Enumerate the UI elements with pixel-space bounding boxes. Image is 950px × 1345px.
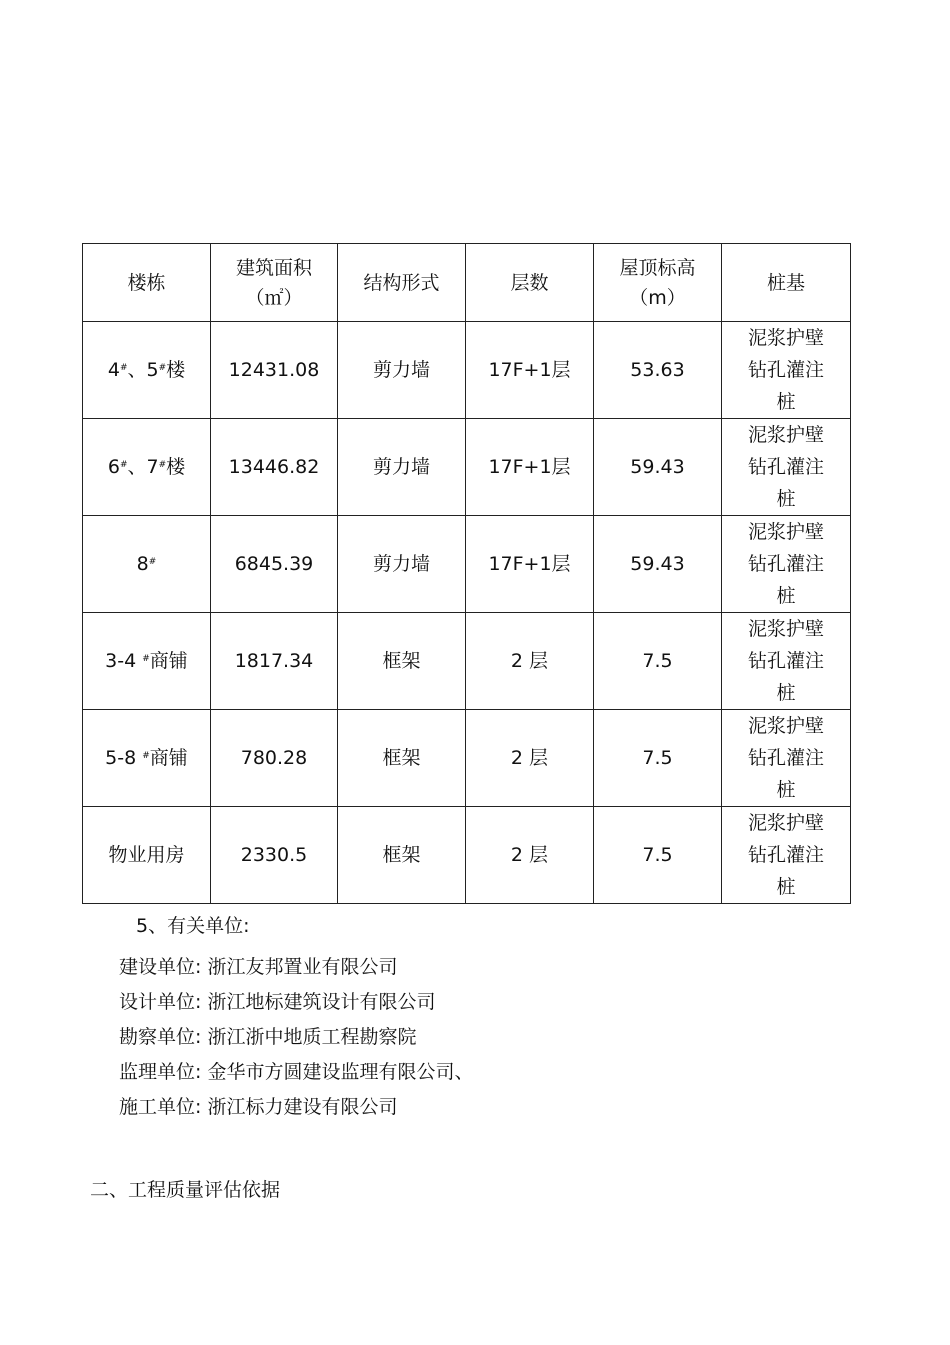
cell-pile: 泥浆护壁 钻孔灌注 桩 [722,710,851,807]
cell-pile: 泥浆护壁 钻孔灌注 桩 [722,419,851,516]
cell-area: 6845.39 [211,516,338,613]
unit-label: 监理单位: [119,1061,202,1083]
table-row [83,322,851,419]
cell-structure: 框架 [338,710,466,807]
cell-building: 6#、7#楼 [83,419,211,516]
header-roof-height: 屋顶标高 （m） [594,244,722,322]
header-pile: 桩基 [722,244,851,322]
unit-line-supervision [119,1060,473,1084]
unit-line-contractor [119,1095,397,1119]
cell-roof-height: 7.5 [594,710,722,807]
unit-label: 设计单位: [119,991,202,1013]
unit-label: 建设单位: [119,956,202,978]
unit-value: 浙江浙中地质工程勘察院 [207,1026,417,1048]
cell-floors: 2 层 [466,613,594,710]
cell-pile: 泥浆护壁 钻孔灌注 桩 [722,516,851,613]
cell-pile: 泥浆护壁 钻孔灌注 桩 [722,613,851,710]
table-row [83,419,851,516]
unit-line-survey [119,1025,416,1049]
cell-pile: 泥浆护壁 钻孔灌注 桩 [722,322,851,419]
cell-pile: 泥浆护壁 钻孔灌注 桩 [722,807,851,904]
cell-floors: 17F+1层 [466,322,594,419]
unit-label: 勘察单位: [119,1026,202,1048]
header-building: 楼栋 [83,244,211,322]
units-heading: 5、有关单位: [136,915,250,937]
cell-area: 13446.82 [211,419,338,516]
building-summary-table [82,243,851,904]
cell-area: 780.28 [211,710,338,807]
cell-building: 4#、5#楼 [83,322,211,419]
cell-roof-height: 59.43 [594,419,722,516]
unit-value: 金华市方圆建设监理有限公司、 [207,1061,474,1083]
cell-area: 1817.34 [211,613,338,710]
table-row [83,613,851,710]
cell-building: 8# [83,516,211,613]
unit-value: 浙江友邦置业有限公司 [207,956,398,978]
unit-line-design [119,990,435,1014]
cell-area: 12431.08 [211,322,338,419]
cell-floors: 17F+1层 [466,419,594,516]
header-structure: 结构形式 [338,244,466,322]
cell-structure: 框架 [338,807,466,904]
cell-area: 2330.5 [211,807,338,904]
table-row [83,710,851,807]
cell-building: 物业用房 [83,807,211,904]
header-floors: 层数 [466,244,594,322]
unit-value: 浙江标力建设有限公司 [207,1096,398,1118]
unit-line-construction [119,955,397,979]
cell-roof-height: 59.43 [594,516,722,613]
cell-floors: 17F+1层 [466,516,594,613]
cell-structure: 剪力墙 [338,516,466,613]
header-area: 建筑面积 （㎡） [211,244,338,322]
table-row [83,516,851,613]
cell-structure: 剪力墙 [338,419,466,516]
cell-building: 3-4 #商铺 [83,613,211,710]
table-row [83,807,851,904]
section-heading: 二、工程质量评估依据 [90,1179,281,1201]
cell-building: 5-8 #商铺 [83,710,211,807]
cell-structure: 框架 [338,613,466,710]
cell-roof-height: 7.5 [594,807,722,904]
unit-label: 施工单位: [119,1096,202,1118]
table-header-row [83,244,851,322]
cell-floors: 2 层 [466,807,594,904]
cell-roof-height: 7.5 [594,613,722,710]
cell-floors: 2 层 [466,710,594,807]
cell-structure: 剪力墙 [338,322,466,419]
unit-value: 浙江地标建筑设计有限公司 [207,991,436,1013]
cell-roof-height: 53.63 [594,322,722,419]
